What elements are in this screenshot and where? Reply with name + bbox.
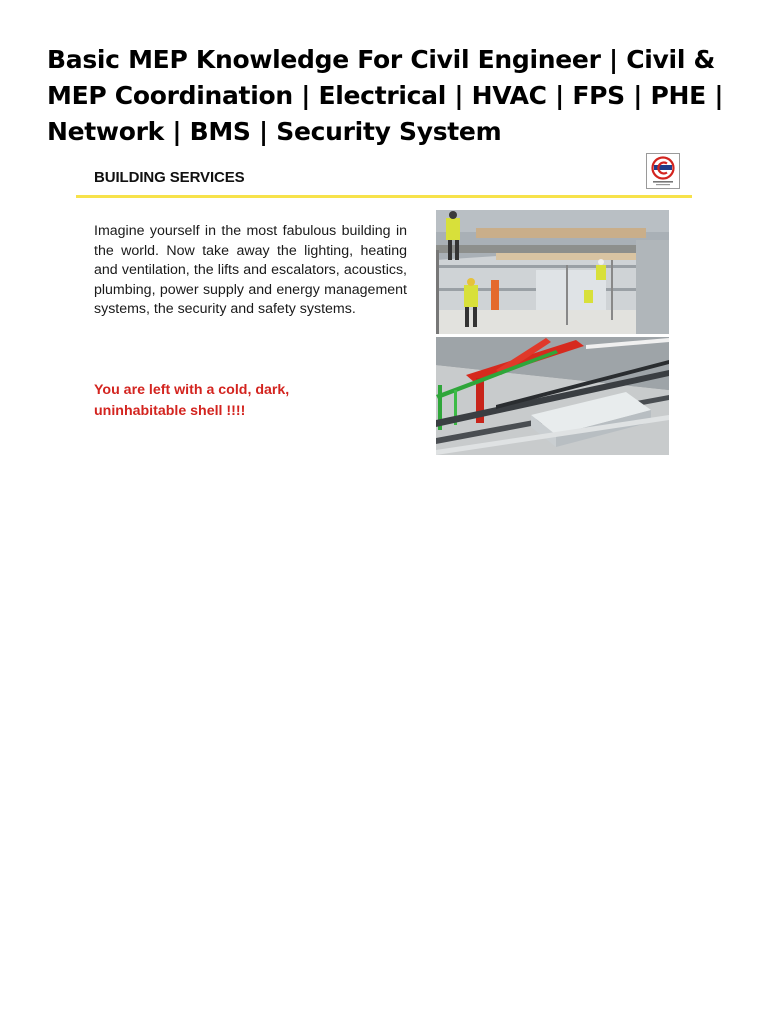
slide-callout-text: You are left with a cold, dark, uninhabitable shell !!!! (94, 382, 290, 419)
slide-divider (76, 195, 692, 198)
slide-body-text: Imagine yourself in the most fabulous building in the world. Now take away the lighting, heating and ventilation, the lifts and escalators, acoustics, plumbing, power supply and energy management systems, the security and safety systems. (94, 223, 407, 317)
company-logo-icon (646, 153, 680, 189)
mep-site-photo (436, 210, 669, 455)
slide-panel (74, 150, 694, 460)
document-title: Basic MEP Knowledge For Civil Engineer | Civil & MEP Coordination | Electrical | HVAC | FPS | PHE | Network | BMS | Security System (47, 45, 724, 146)
slide-heading: BUILDING SERVICES (94, 169, 245, 186)
